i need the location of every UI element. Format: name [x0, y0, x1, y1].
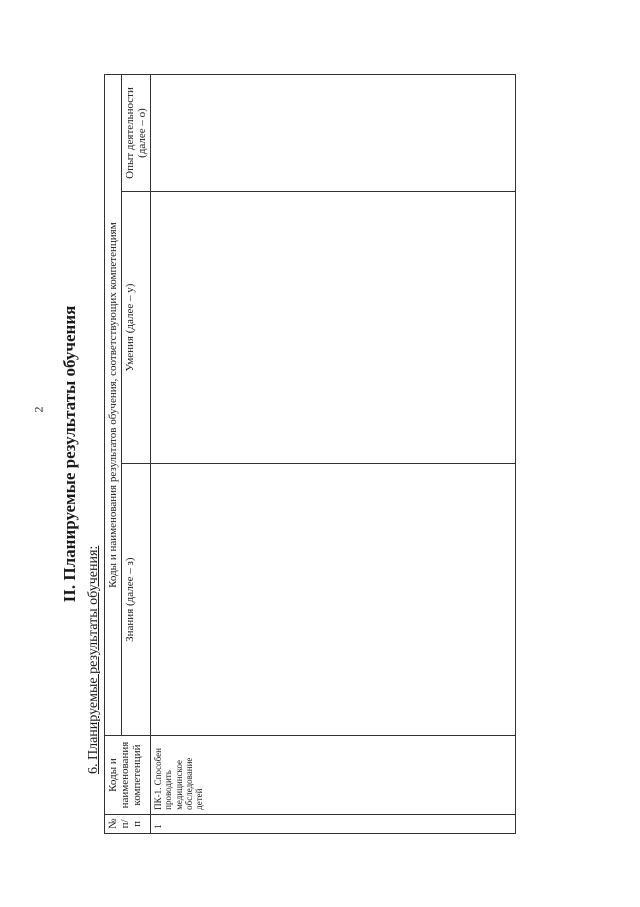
header-code: Коды и наименования компетенций	[105, 736, 151, 815]
section-heading: II. Планируемые результаты обучения	[60, 305, 79, 603]
row-num: 1	[151, 814, 516, 833]
table-row	[151, 75, 516, 834]
rotated-content	[60, 54, 580, 854]
row-experience	[151, 75, 516, 192]
row-code: ПК-1. Способен проводить медицинское обследование детей	[151, 736, 516, 815]
competency-table	[104, 74, 516, 834]
row-skills	[151, 192, 516, 464]
subsection-heading: 6. Планируемые результаты обучения:	[86, 545, 101, 774]
header-knowledge: Знания (далее – з)	[122, 464, 151, 736]
header-skills: Умения (далее – у)	[122, 192, 151, 464]
header-experience: Опыт деятельности (далее – о)	[122, 75, 151, 192]
header-num: № п/п	[105, 814, 151, 833]
header-group: Коды и наименования результатов обучения, соответствующих компетенциям	[105, 75, 122, 736]
row-knowledge	[151, 464, 516, 736]
page-number: 2	[31, 406, 46, 413]
